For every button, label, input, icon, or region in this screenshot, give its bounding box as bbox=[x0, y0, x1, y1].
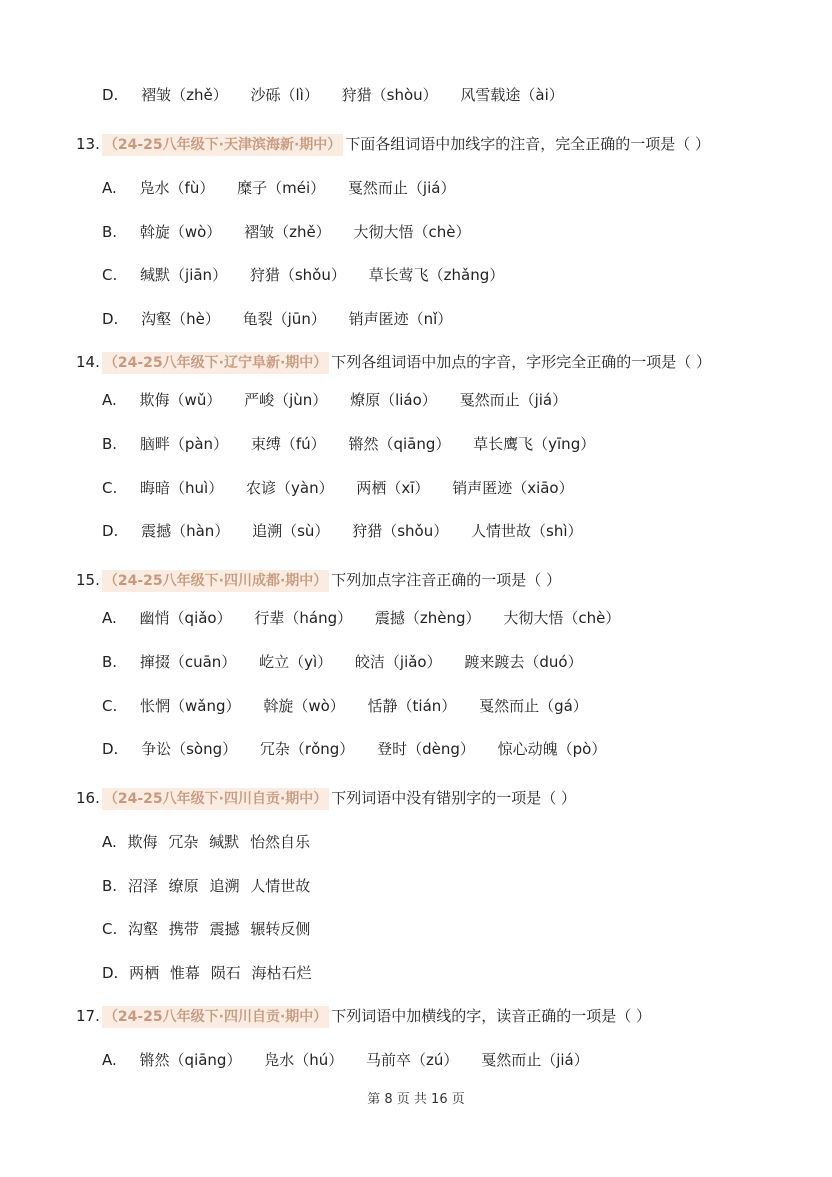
option-item: 冗杂 bbox=[168, 833, 199, 851]
question-text: 下列词语中没有错别字的一项是（ ） bbox=[331, 789, 577, 807]
option-item: 缄默 bbox=[209, 833, 240, 851]
option-item: 沟壑 bbox=[128, 920, 159, 938]
option-item: 草长莺飞（zhǎng） bbox=[368, 266, 505, 284]
option-item: 农谚（yàn） bbox=[246, 479, 334, 497]
option-item: 狩猎（shòu） bbox=[341, 86, 438, 104]
option-letter: A. bbox=[102, 609, 117, 627]
question-number: 14. bbox=[76, 353, 100, 371]
option-item: 销声匿迹（nǐ） bbox=[348, 310, 453, 328]
option-row bbox=[102, 607, 638, 629]
option-item: 撺掇（cuān） bbox=[139, 653, 237, 671]
question-text: 下列加点字注音正确的一项是（ ） bbox=[331, 571, 562, 589]
option-row bbox=[102, 520, 601, 542]
option-letter: B. bbox=[102, 653, 118, 671]
option-item: 锵然（qiāng） bbox=[348, 435, 451, 453]
question-text: 下列词语中加横线的字，读音正确的一项是（ ） bbox=[331, 1007, 652, 1025]
option-item: 褶皱（zhě） bbox=[141, 86, 228, 104]
option-item: 皎洁（jiǎo） bbox=[354, 653, 442, 671]
option-item: 幽悄（qiǎo） bbox=[139, 609, 232, 627]
option-item: 携带 bbox=[168, 920, 199, 938]
option-letter: A. bbox=[102, 1051, 117, 1069]
option-item: 缄默（jiān） bbox=[140, 266, 228, 284]
question-number: 17. bbox=[76, 1007, 100, 1025]
option-item: 沼泽 bbox=[127, 877, 158, 895]
option-letter: B. bbox=[102, 223, 118, 241]
question-text: 下列各组词语中加点的字音，字形完全正确的一项是（ ） bbox=[331, 353, 712, 371]
question-17-stem bbox=[76, 1005, 651, 1027]
option-row bbox=[102, 962, 318, 984]
source-badge: （24-25八年级下·四川成都·期中） bbox=[102, 570, 329, 592]
option-row bbox=[102, 389, 585, 411]
option-item: 褶皱（zhě） bbox=[244, 223, 331, 241]
option-item: 狩猎（shǒu） bbox=[249, 266, 346, 284]
option-item: 登时（dèng） bbox=[377, 740, 475, 758]
question-number: 15. bbox=[76, 571, 100, 589]
option-item: 大彻大悟（chè） bbox=[503, 609, 621, 627]
question-13-stem bbox=[76, 133, 710, 155]
option-item: 沟壑（hè） bbox=[141, 310, 220, 328]
option-row bbox=[102, 651, 601, 673]
option-letter: B. bbox=[102, 435, 118, 453]
option-row bbox=[102, 477, 592, 499]
option-item: 糜子（méi） bbox=[237, 179, 326, 197]
question-text: 下面各组词语中加线字的注音，完全正确的一项是（ ） bbox=[345, 135, 711, 153]
option-row bbox=[102, 177, 473, 199]
option-letter: C. bbox=[102, 920, 118, 938]
option-letter: D. bbox=[102, 522, 119, 540]
option-item: 沙砾（lì） bbox=[250, 86, 319, 104]
option-letter: D. bbox=[102, 964, 119, 982]
option-item: 凫水（fù） bbox=[139, 179, 215, 197]
option-item: 龟裂（jūn） bbox=[242, 310, 326, 328]
option-item: 风雪载途（ài） bbox=[460, 86, 564, 104]
option-item: 争讼（sòng） bbox=[141, 740, 238, 758]
option-item: 震撼（zhèng） bbox=[374, 609, 481, 627]
option-item: 人情世故（shì） bbox=[471, 522, 583, 540]
source-badge: （24-25八年级下·四川自贡·期中） bbox=[102, 788, 329, 810]
option-row bbox=[102, 221, 488, 243]
option-item: 行辈（háng） bbox=[254, 609, 353, 627]
option-item: 马前卒（zú） bbox=[366, 1051, 459, 1069]
source-badge: （24-25八年级下·辽宁阜新·期中） bbox=[102, 352, 329, 374]
option-item: 脑畔（pàn） bbox=[139, 435, 229, 453]
option-item: 屹立（yì） bbox=[259, 653, 333, 671]
option-item: 斡旋（wò） bbox=[139, 223, 222, 241]
option-item: 惊心动魄（pò） bbox=[497, 740, 607, 758]
option-item: 戛然而止（jiá） bbox=[347, 179, 456, 197]
option-letter: A. bbox=[102, 391, 117, 409]
source-badge: （24-25八年级下·天津滨海新·期中） bbox=[102, 134, 343, 156]
option-item: 海枯石烂 bbox=[251, 964, 312, 982]
option-item: 凫水（hú） bbox=[264, 1051, 344, 1069]
option-letter: D. bbox=[102, 740, 119, 758]
option-item: 大彻大悟（chè） bbox=[353, 223, 471, 241]
option-row bbox=[102, 308, 470, 330]
question-14-stem bbox=[76, 351, 711, 373]
option-item: 两栖（xī） bbox=[356, 479, 430, 497]
option-item: 恬静（tián） bbox=[367, 697, 457, 715]
question-number: 16. bbox=[76, 789, 100, 807]
option-item: 追溯（sù） bbox=[252, 522, 330, 540]
option-item: 追溯 bbox=[209, 877, 240, 895]
option-item: 狩猎（shǒu） bbox=[352, 522, 449, 540]
option-row bbox=[102, 695, 606, 717]
option-item: 戛然而止（jiá） bbox=[481, 1051, 589, 1069]
option-letter: C. bbox=[102, 266, 118, 284]
option-item: 辗转反侧 bbox=[250, 920, 311, 938]
option-item: 缭原 bbox=[168, 877, 199, 895]
option-item: 锵然（qiāng） bbox=[139, 1051, 242, 1069]
option-letter: C. bbox=[102, 697, 118, 715]
option-item: 怅惘（wǎng） bbox=[140, 697, 241, 715]
question-number: 13. bbox=[76, 135, 100, 153]
option-item: 斡旋（wò） bbox=[263, 697, 345, 715]
option-item: 震撼（hàn） bbox=[141, 522, 230, 540]
option-item: 束缚（fú） bbox=[250, 435, 326, 453]
option-item: 欺侮（wǔ） bbox=[139, 391, 222, 409]
option-item: 踱来踱去（duó） bbox=[464, 653, 583, 671]
option-letter: D. bbox=[102, 310, 119, 328]
option-item: 人情世故 bbox=[250, 877, 311, 895]
option-item: 晦暗（huì） bbox=[140, 479, 224, 497]
option-item: 陨石 bbox=[210, 964, 241, 982]
option-row bbox=[102, 433, 613, 455]
option-item: 怡然自乐 bbox=[249, 833, 310, 851]
option-letter: C. bbox=[102, 479, 118, 497]
option-item: 欺侮 bbox=[127, 833, 158, 851]
option-letter: B. bbox=[102, 877, 118, 895]
option-item: 草长鹰飞（yīng） bbox=[473, 435, 596, 453]
option-row bbox=[102, 738, 624, 760]
option-row bbox=[102, 831, 316, 853]
option-item: 销声匿迹（xiāo） bbox=[452, 479, 574, 497]
option-item: 戛然而止（jiá） bbox=[459, 391, 568, 409]
option-row bbox=[102, 264, 522, 286]
question-15-stem bbox=[76, 569, 561, 591]
option-item: 震撼 bbox=[209, 920, 240, 938]
option-item: 戛然而止（gá） bbox=[479, 697, 588, 715]
option-item: 两栖 bbox=[129, 964, 160, 982]
option-item: 严峻（jùn） bbox=[244, 391, 328, 409]
option-letter: A. bbox=[102, 833, 117, 851]
option-item: 惟幕 bbox=[169, 964, 200, 982]
option-row bbox=[102, 875, 316, 897]
option-row bbox=[102, 1049, 607, 1071]
question-16-stem bbox=[76, 787, 576, 809]
option-letter: D. bbox=[102, 86, 119, 104]
page-footer: 第 8 页 共 16 页 bbox=[367, 1092, 465, 1107]
option-item: 燎原（liáo） bbox=[350, 391, 437, 409]
option-row bbox=[102, 918, 316, 940]
option-letter: A. bbox=[102, 179, 117, 197]
option-item: 冗杂（rǒng） bbox=[259, 740, 355, 758]
source-badge: （24-25八年级下·四川自贡·期中） bbox=[102, 1006, 329, 1028]
option-row bbox=[102, 84, 582, 106]
